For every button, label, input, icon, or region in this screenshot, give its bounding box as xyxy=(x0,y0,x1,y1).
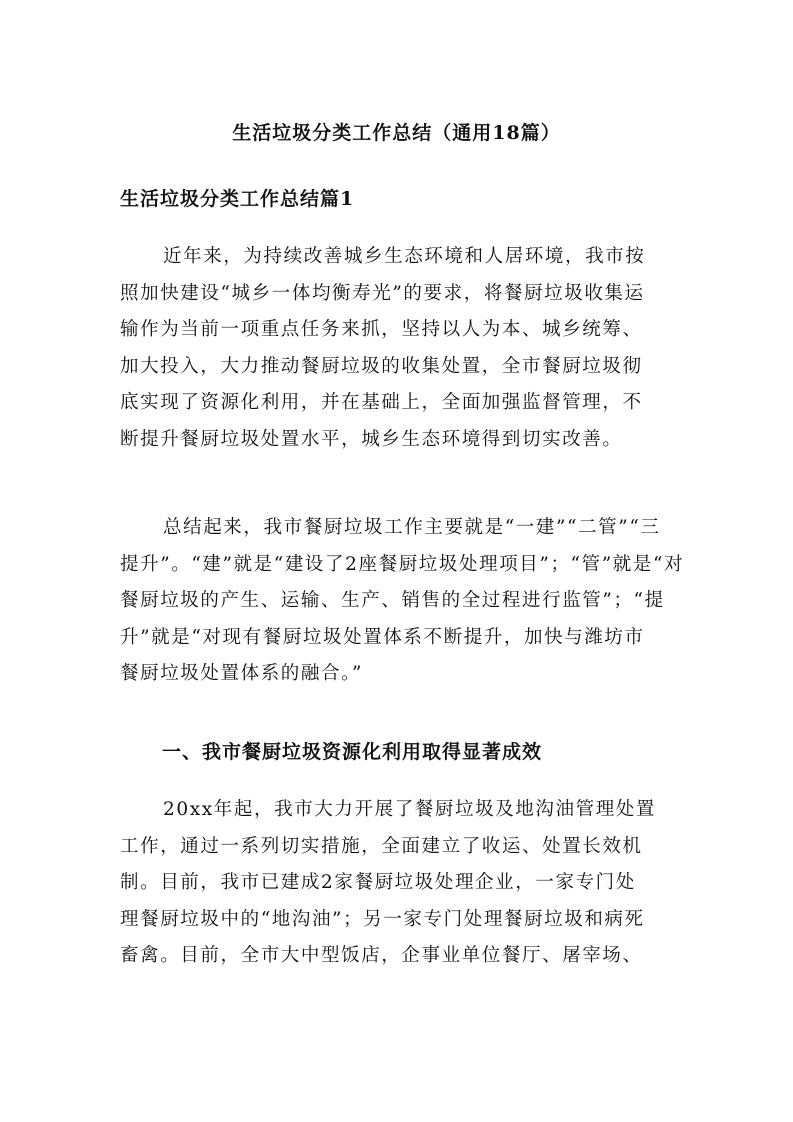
paragraph-line: 输作为当前一项重点任务来抓，坚持以人为本、城乡统筹、 xyxy=(120,319,643,341)
paragraph-line: 提升”。“建”就是“建设了2座餐厨垃圾处理项目”；“管”就是“对 xyxy=(120,553,685,575)
paragraph-line: 底实现了资源化利用，并在基础上，全面加强监督管理，不 xyxy=(120,392,643,414)
section-heading: 生活垃圾分类工作总结篇1 xyxy=(120,188,355,210)
paragraph-line: 断提升餐厨垃圾处置水平，城乡生态环境得到切实改善。 xyxy=(120,428,623,450)
paragraph-line: 餐厨垃圾的产生、运输、生产、销售的全过程进行监管”；“提 xyxy=(120,590,665,612)
paragraph-line: 近年来，为持续改善城乡生态环境和人居环境，我市按 xyxy=(163,246,646,267)
paragraph-summary xyxy=(120,510,685,693)
paragraph-intro xyxy=(120,239,680,459)
paragraph-line: 畜禽。目前，全市大中型饭店，企事业单位餐厅、屠宰场、 xyxy=(120,945,643,967)
paragraph-line: 制。目前，我市已建成2家餐厨垃圾处理企业，一家专门处 xyxy=(120,872,636,894)
paragraph-line: 照加快建设“城乡一体均衡寿光”的要求，将餐厨垃圾收集运 xyxy=(120,282,645,304)
paragraph-line: 工作，通过一系列切实措施，全面建立了收运、处置长效机 xyxy=(120,835,643,857)
paragraph-line: 加大投入，大力推动餐厨垃圾的收集处置，全市餐厨垃圾彻 xyxy=(120,355,643,377)
document-title: 生活垃圾分类工作总结（通用18篇） xyxy=(232,122,561,144)
paragraph-line: 餐厨垃圾处置体系的融合。” xyxy=(120,663,364,685)
paragraph-line: 升”就是“对现有餐厨垃圾处置体系不断提升，加快与潍坊市 xyxy=(120,626,645,648)
subheading: 一、我市餐厨垃圾资源化利用取得显著成效 xyxy=(162,741,543,763)
paragraph-line: 20xx年起，我市大力开展了餐厨垃圾及地沟油管理处置 xyxy=(163,799,657,820)
paragraph-results xyxy=(120,792,680,975)
paragraph-line: 总结起来，我市餐厨垃圾工作主要就是“一建”“二管”“三 xyxy=(163,517,661,538)
paragraph-line: 理餐厨垃圾中的“地沟油”；另一家专门处理餐厨垃圾和病死 xyxy=(120,908,645,930)
